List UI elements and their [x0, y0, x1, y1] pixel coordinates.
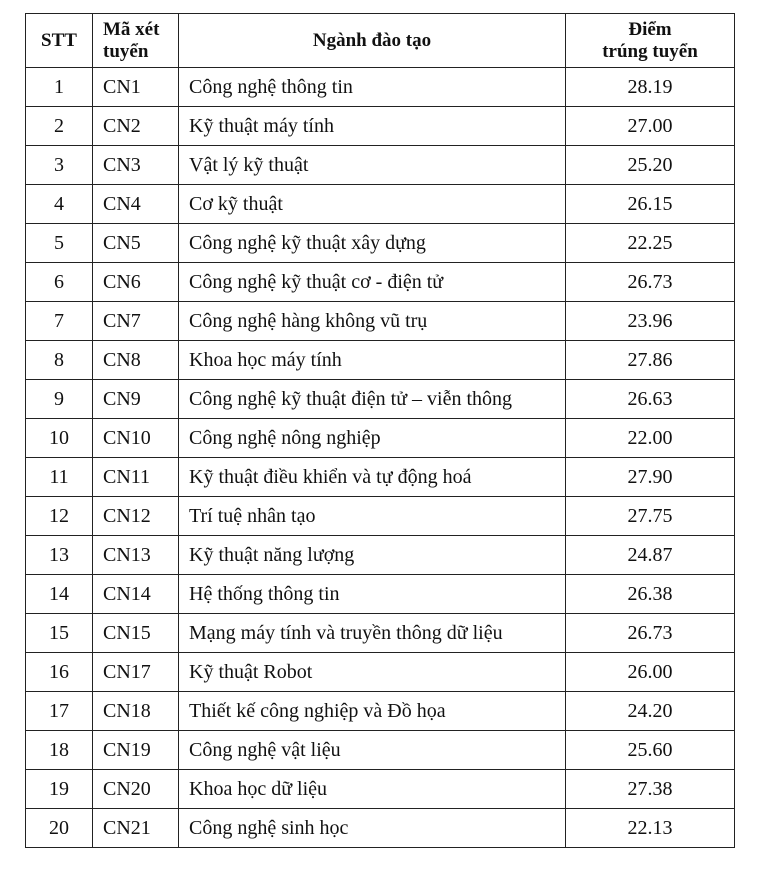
- row-major-cell: Kỹ thuật điều khiển và tự động hoá: [179, 458, 566, 497]
- row-score-cell: 22.13: [566, 809, 735, 848]
- row-score-cell: 25.20: [566, 146, 735, 185]
- row-score-cell: 26.00: [566, 653, 735, 692]
- row-code-cell: CN20: [93, 770, 179, 809]
- admission-score-table: [25, 13, 735, 848]
- row-code-cell: CN19: [93, 731, 179, 770]
- header-score-line2: trúng tuyển: [602, 40, 698, 62]
- table-row: [26, 692, 735, 731]
- row-code-cell: CN17: [93, 653, 179, 692]
- row-score-cell: 22.25: [566, 224, 735, 263]
- row-code-cell: CN11: [93, 458, 179, 497]
- table-row: [26, 497, 735, 536]
- row-major-cell: Kỹ thuật máy tính: [179, 107, 566, 146]
- header-code-line1: Mã xét: [103, 18, 160, 40]
- table-row: [26, 380, 735, 419]
- row-score-cell: 27.90: [566, 458, 735, 497]
- row-stt-cell: 2: [26, 107, 93, 146]
- table-row: [26, 341, 735, 380]
- table-row: [26, 614, 735, 653]
- row-score-cell: 26.38: [566, 575, 735, 614]
- row-score-cell: 26.15: [566, 185, 735, 224]
- row-major-cell: Công nghệ kỹ thuật xây dựng: [179, 224, 566, 263]
- row-major-cell: Trí tuệ nhân tạo: [179, 497, 566, 536]
- row-major-cell: Mạng máy tính và truyền thông dữ liệu: [179, 614, 566, 653]
- row-code-cell: CN13: [93, 536, 179, 575]
- row-code-cell: CN10: [93, 419, 179, 458]
- table-row: [26, 224, 735, 263]
- row-code-cell: CN9: [93, 380, 179, 419]
- header-score-line1: Điểm: [628, 18, 672, 40]
- row-major-cell: Kỹ thuật Robot: [179, 653, 566, 692]
- header-code-line2: tuyển: [103, 40, 149, 62]
- table-row: [26, 770, 735, 809]
- row-major-cell: Cơ kỹ thuật: [179, 185, 566, 224]
- header-stt: STT: [26, 14, 93, 68]
- row-code-cell: CN12: [93, 497, 179, 536]
- table-row: [26, 419, 735, 458]
- row-code-cell: CN6: [93, 263, 179, 302]
- row-stt-cell: 11: [26, 458, 93, 497]
- table-row: [26, 146, 735, 185]
- row-major-cell: Công nghệ thông tin: [179, 68, 566, 107]
- row-score-cell: 26.73: [566, 614, 735, 653]
- row-score-cell: 26.63: [566, 380, 735, 419]
- row-code-cell: CN1: [93, 68, 179, 107]
- table-row: [26, 458, 735, 497]
- table-header: [26, 14, 735, 68]
- row-code-cell: CN18: [93, 692, 179, 731]
- header-major: Ngành đào tạo: [179, 14, 566, 68]
- row-score-cell: 25.60: [566, 731, 735, 770]
- row-major-cell: Khoa học dữ liệu: [179, 770, 566, 809]
- row-stt-cell: 10: [26, 419, 93, 458]
- table-row: [26, 575, 735, 614]
- table-row: [26, 185, 735, 224]
- row-major-cell: Kỹ thuật năng lượng: [179, 536, 566, 575]
- row-score-cell: 26.73: [566, 263, 735, 302]
- row-code-cell: CN15: [93, 614, 179, 653]
- header-row: [26, 14, 735, 68]
- row-stt-cell: 18: [26, 731, 93, 770]
- row-stt-cell: 8: [26, 341, 93, 380]
- row-code-cell: CN3: [93, 146, 179, 185]
- row-major-cell: Công nghệ vật liệu: [179, 731, 566, 770]
- table-row: [26, 809, 735, 848]
- row-major-cell: Công nghệ nông nghiệp: [179, 419, 566, 458]
- row-score-cell: 22.00: [566, 419, 735, 458]
- row-stt-cell: 1: [26, 68, 93, 107]
- table-row: [26, 302, 735, 341]
- row-score-cell: 27.00: [566, 107, 735, 146]
- row-score-cell: 23.96: [566, 302, 735, 341]
- row-major-cell: Khoa học máy tính: [179, 341, 566, 380]
- row-stt-cell: 9: [26, 380, 93, 419]
- row-stt-cell: 4: [26, 185, 93, 224]
- table-row: [26, 107, 735, 146]
- row-major-cell: Vật lý kỹ thuật: [179, 146, 566, 185]
- row-score-cell: 24.20: [566, 692, 735, 731]
- row-code-cell: CN7: [93, 302, 179, 341]
- row-stt-cell: 16: [26, 653, 93, 692]
- row-stt-cell: 6: [26, 263, 93, 302]
- row-code-cell: CN21: [93, 809, 179, 848]
- row-score-cell: 24.87: [566, 536, 735, 575]
- row-stt-cell: 5: [26, 224, 93, 263]
- row-code-cell: CN2: [93, 107, 179, 146]
- table-body: [26, 68, 735, 848]
- row-major-cell: Công nghệ kỹ thuật điện tử – viễn thông: [179, 380, 566, 419]
- row-major-cell: Công nghệ kỹ thuật cơ - điện tử: [179, 263, 566, 302]
- row-major-cell: Công nghệ hàng không vũ trụ: [179, 302, 566, 341]
- table-row: [26, 731, 735, 770]
- row-major-cell: Công nghệ sinh học: [179, 809, 566, 848]
- table-row: [26, 653, 735, 692]
- row-stt-cell: 7: [26, 302, 93, 341]
- header-code: [93, 14, 179, 68]
- row-code-cell: CN4: [93, 185, 179, 224]
- table-row: [26, 536, 735, 575]
- row-code-cell: CN8: [93, 341, 179, 380]
- row-stt-cell: 13: [26, 536, 93, 575]
- row-stt-cell: 3: [26, 146, 93, 185]
- row-stt-cell: 17: [26, 692, 93, 731]
- row-major-cell: Thiết kế công nghiệp và Đồ họa: [179, 692, 566, 731]
- row-score-cell: 27.86: [566, 341, 735, 380]
- header-score: [566, 14, 735, 68]
- row-stt-cell: 12: [26, 497, 93, 536]
- row-score-cell: 27.75: [566, 497, 735, 536]
- row-code-cell: CN5: [93, 224, 179, 263]
- row-score-cell: 27.38: [566, 770, 735, 809]
- row-stt-cell: 14: [26, 575, 93, 614]
- table-row: [26, 263, 735, 302]
- row-major-cell: Hệ thống thông tin: [179, 575, 566, 614]
- row-stt-cell: 20: [26, 809, 93, 848]
- row-stt-cell: 15: [26, 614, 93, 653]
- row-code-cell: CN14: [93, 575, 179, 614]
- row-score-cell: 28.19: [566, 68, 735, 107]
- row-stt-cell: 19: [26, 770, 93, 809]
- table-row: [26, 68, 735, 107]
